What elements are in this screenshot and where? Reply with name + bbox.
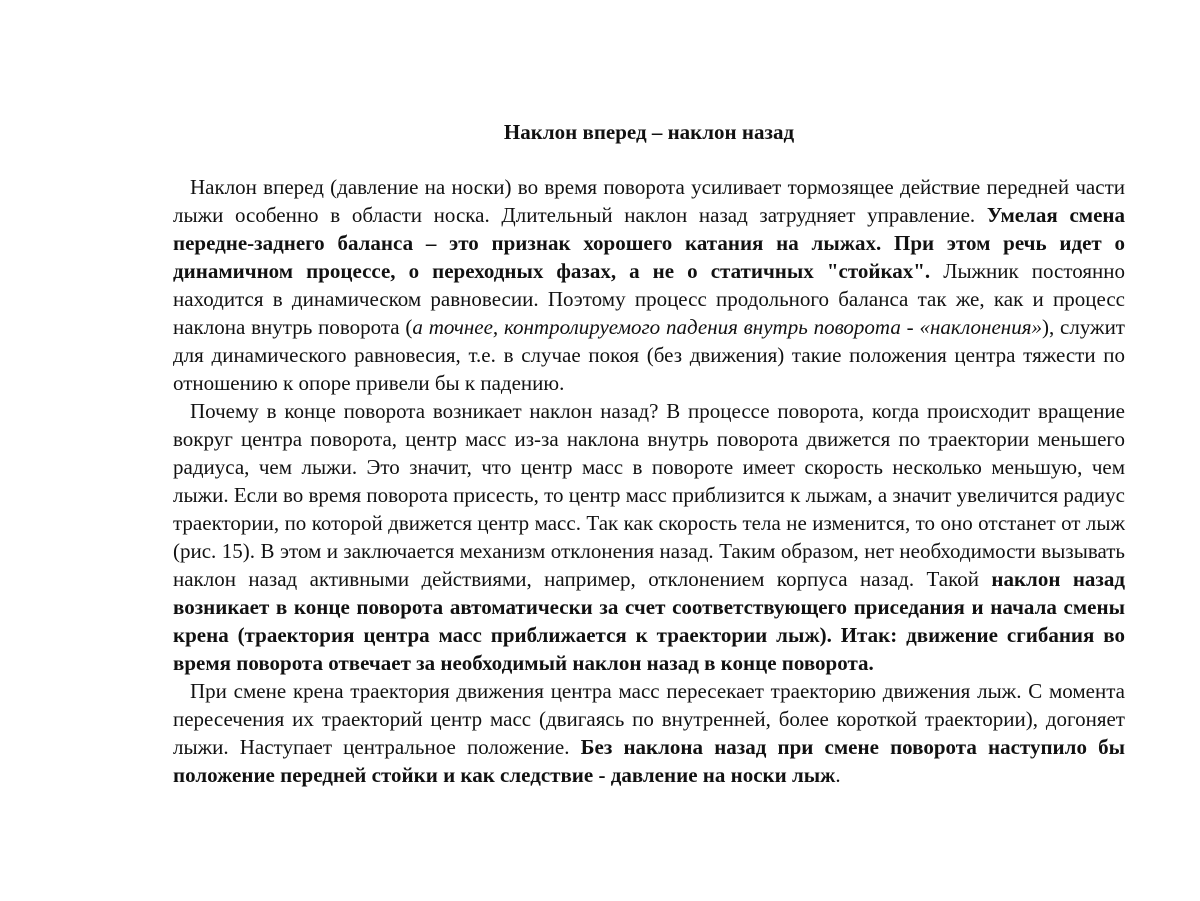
paragraph-2	[173, 397, 1125, 677]
paragraph-3-text: При смене крена траектория движения центра масс пересекает траекторию движения лыж. С момента пересечения их траекторий центр масс (двигаясь по внутренней, более короткой траектории), догоняет лыжи. Наступает центральное положение.	[173, 679, 1125, 759]
document-page	[173, 118, 1125, 789]
paragraph-1-text: Лыжник постоянно находится в динамическом равновесии. Поэтому процесс продольного баланса так же, как и процесс наклона внутрь поворота (	[173, 259, 1126, 339]
paragraph-1-text: Наклон вперед (давление на носки) во время поворота усиливает тормозящее действие передней части лыжи особенно в области носка. Длительный наклон назад затрудняет управление.	[173, 175, 1125, 227]
paragraph-2-text: Почему в конце поворота возникает наклон назад? В процессе поворота, когда происходит вращение вокруг центра поворота, центр масс из-за наклона внутрь поворота движется по траектории меньшего радиуса, чем лыжи. Это значит, что центр масс в повороте имеет скорость несколько меньшую, чем лыжи. Если во время поворота присесть, то центр масс приблизится к лыжам, а значит увеличится радиус траектории, по которой движется центр масс. Так как скорость тела не изменится, то оно отстанет от лыж (рис. 15). В этом и заключается механизм отклонения назад. Таким образом, нет необходимости вызывать наклон назад активными действиями, например, отклонением корпуса назад. Такой	[173, 399, 1125, 591]
paragraph-1-text: ), служит для динамического равновесия, т.е. в случае покоя (без движения) такие положения центра тяжести по отношению к опоре привели бы к падению.	[173, 315, 1125, 395]
paragraph-3-bold-text: Без наклона назад при смене поворота наступило бы положение передней стойки и как следствие - давление на носки лыж	[173, 735, 1125, 787]
document-title: Наклон вперед – наклон назад	[503, 120, 795, 144]
paragraph-1-bold-text: Умелая смена передне-заднего баланса – это признак хорошего катания на лыжах. При этом речь идет о динамичном процессе, о переходных фазах, а не о статичных "стойках".	[173, 203, 1125, 283]
paragraph-2-bold-text: наклон назад возникает в конце поворота автоматически за счет соответствующего приседания и начала смены крена (траектория центра масс приближается к траектории лыж). Итак: движение сгибания во время поворота отвечает за необходимый наклон назад в конце поворота.	[173, 567, 1125, 675]
paragraph-3-text: .	[835, 763, 841, 787]
paragraph-1	[173, 173, 1125, 397]
paragraph-3	[173, 677, 1125, 789]
paragraph-1-italic-text: а точнее, контролируемого падения внутрь поворота - «наклонения»	[412, 315, 1042, 339]
